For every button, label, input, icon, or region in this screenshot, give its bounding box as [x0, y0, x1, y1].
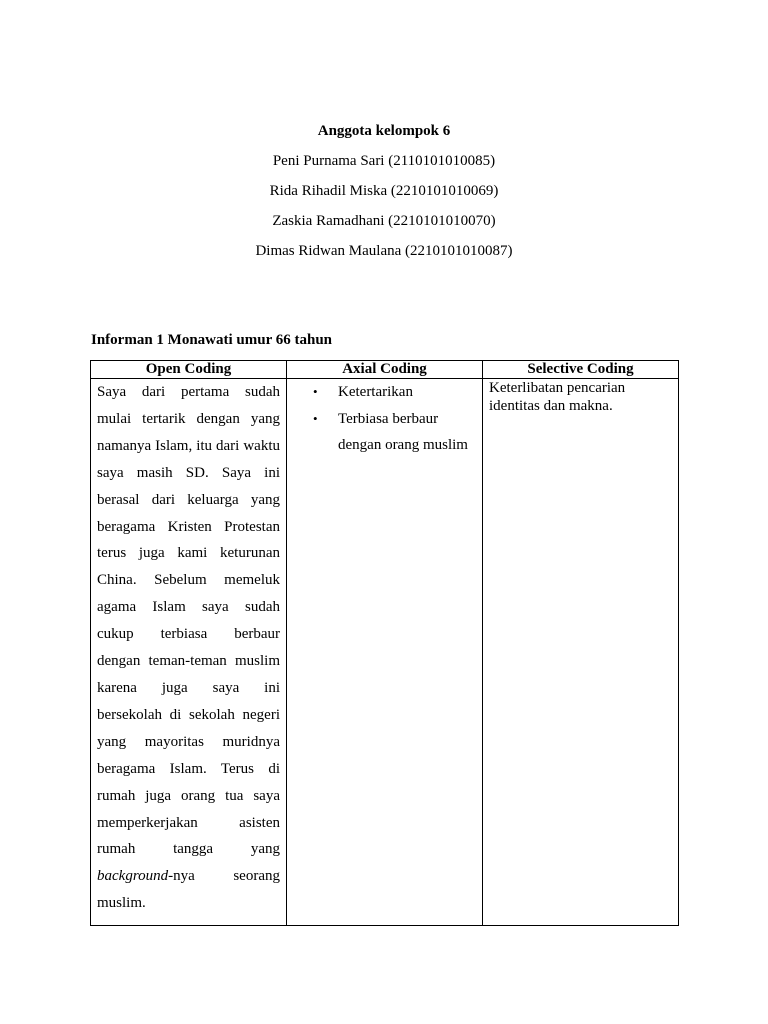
- members-section: [0, 120, 768, 270]
- header-open-coding: Open Coding: [91, 361, 287, 379]
- open-coding-text-main: Saya dari pertama sudah mulai tertarik dengan yang namanya Islam, itu dari waktu saya masih SD. Saya ini berasal dari keluarga yang beragama Kristen Protestan terus juga kami keturunan China. Sebelum memeluk agama Islam saya sudah cukup terbiasa berbaur dengan teman-teman muslim karena juga saya ini bersekolah di sekolah negeri yang mayoritas muridnya beragama Islam. Terus di rumah juga orang tua saya memperkerjakan asisten rumah tangga yang: [97, 384, 280, 858]
- member-name: Peni Purnama Sari (2110101010085): [272, 153, 496, 169]
- axial-coding-list: [313, 379, 474, 459]
- table-header-row: [91, 361, 679, 379]
- open-coding-text: [97, 379, 280, 917]
- axial-item-label: Terbiasa berbaur dengan orang muslim: [338, 410, 468, 453]
- selective-coding-text: Keterlibatan pencarian identitas dan makna.: [489, 380, 626, 414]
- list-item: [313, 406, 474, 459]
- header-selective-coding: Selective Coding: [483, 361, 679, 379]
- member-name: Dimas Ridwan Maulana (2210101010087): [255, 243, 513, 259]
- header-axial-coding: Axial Coding: [287, 361, 483, 379]
- bullet-icon: •: [313, 384, 318, 399]
- member-name: Zaskia Ramadhani (2210101010070): [272, 213, 496, 229]
- axial-coding-cell: [287, 379, 483, 926]
- bullet-icon: •: [313, 410, 318, 426]
- open-coding-text-end: -nya seorang muslim.: [97, 868, 280, 912]
- informan-heading: Informan 1 Monawati umur 66 tahun: [91, 332, 333, 348]
- list-item: [313, 379, 474, 406]
- table-row: [91, 379, 679, 926]
- open-coding-text-italic: background: [97, 868, 169, 885]
- selective-coding-cell: [483, 379, 679, 926]
- member-name: Rida Rihadil Miska (2210101010069): [269, 183, 499, 199]
- axial-item-label: Ketertarikan: [338, 384, 413, 400]
- members-title: Anggota kelompok 6: [317, 123, 451, 139]
- open-coding-cell: [91, 379, 287, 926]
- coding-table: [90, 360, 679, 926]
